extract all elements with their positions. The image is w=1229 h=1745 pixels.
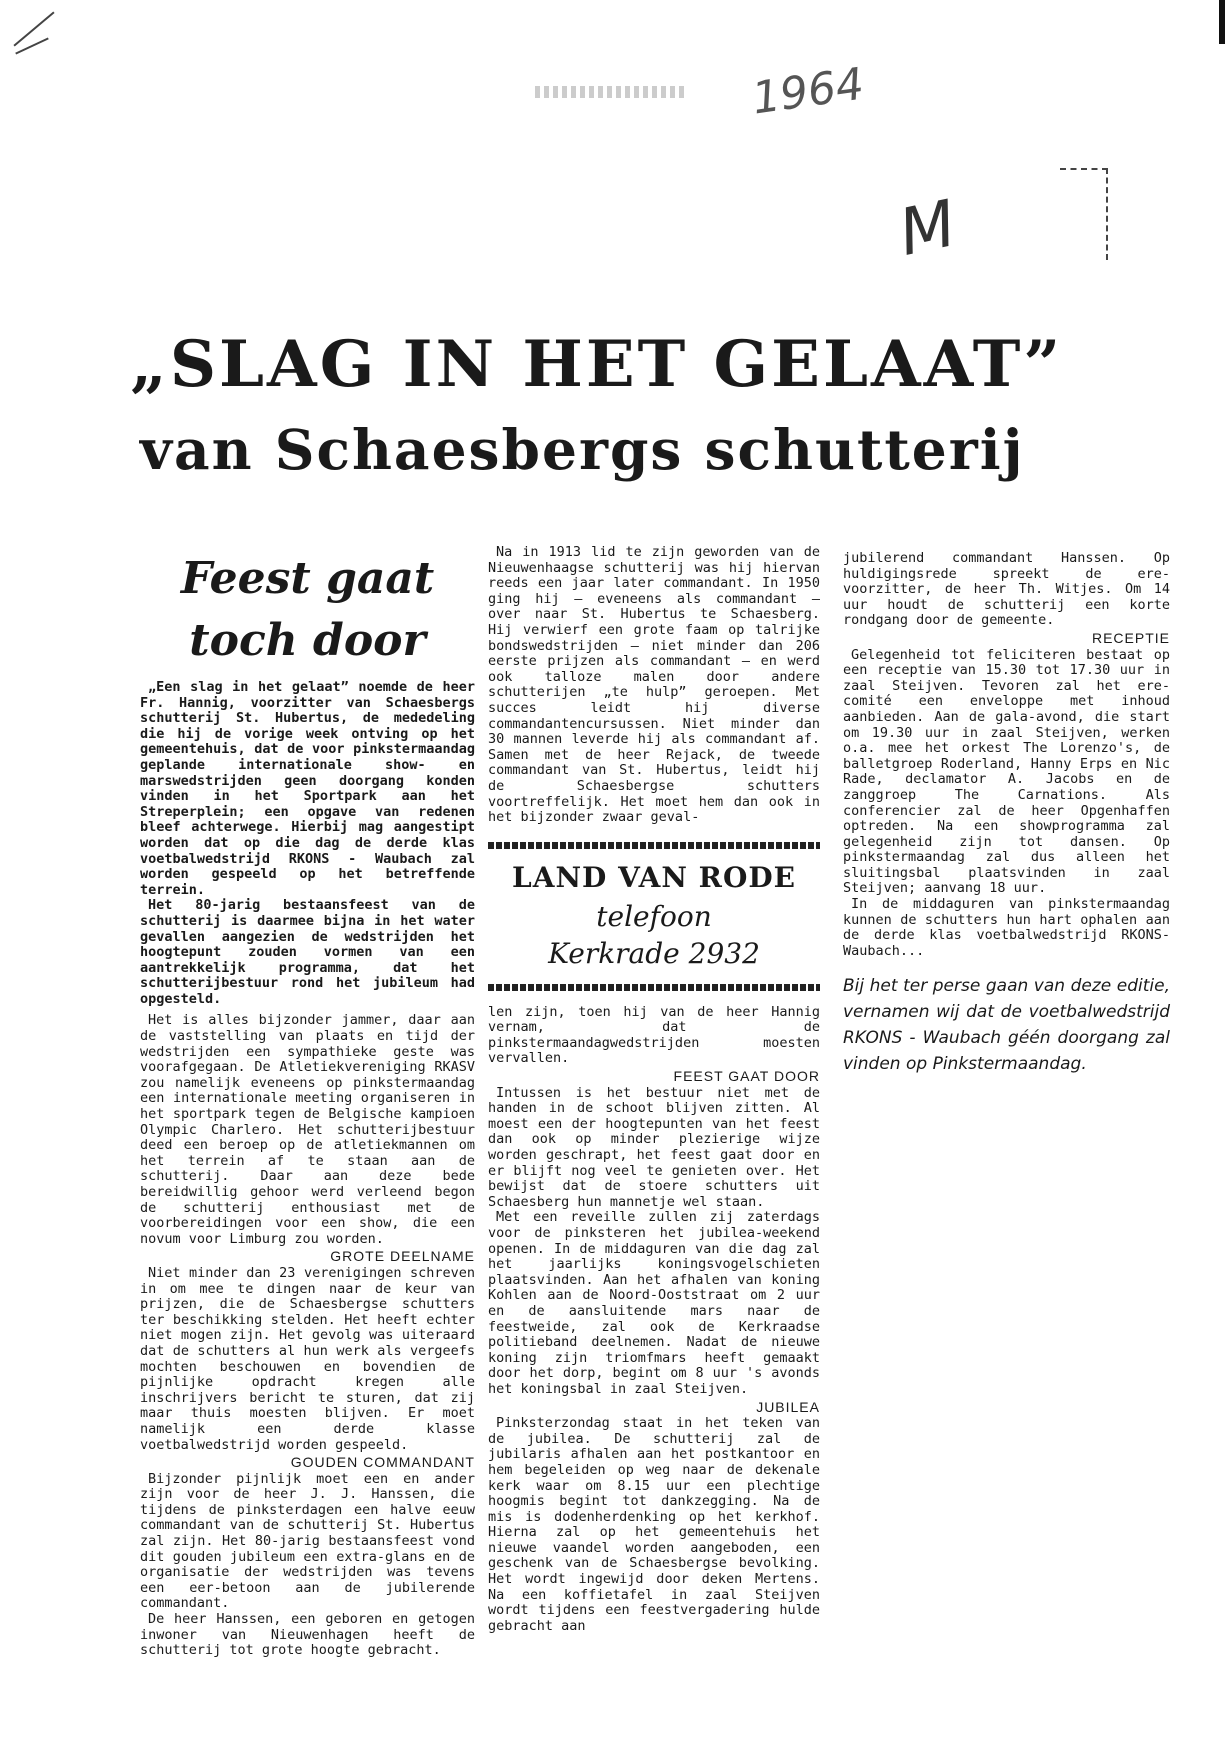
column-1 — [140, 548, 475, 1659]
paragraph: In de middaguren van pinkstermaandag kunnen de schutters hun hart ophalen aan de derde klas voetbalwedstrijd RKONS-Waubach... — [843, 896, 1170, 959]
archive-bracket — [1060, 168, 1108, 260]
intro-paragraph-1: „Een slag in het gelaat” noemde de heer Fr. Hannig, voorzitter van Schaesbergs schutterij St. Hubertus, de mededeling die hij de vorige week ontving op het gemeentehuis, dat de voor pinkstermaandag geplande internationale show- en marswedstrijden geen doorgang konden vinden in het Sportpark aan het Streperplein; een opgave van redenen bleef achterwege. Hierbij mag aangestipt worden dat op die dag de derde klas voetbalwedstrijd RKONS - Waubach zal worden gespeeld op het betreffende terrein. — [140, 679, 475, 898]
section-heading-feest-gaat-door: FEEST GAAT DOOR — [673, 1068, 820, 1085]
headline-line-2: van Schaesbergs schutterij — [140, 417, 1025, 482]
subheadline — [140, 548, 475, 674]
late-news-note: Bij het ter perse gaan van deze editie, vernamen wij dat de voetbalwedstrijd RKONS - Waubach géén doorgang zal vinden op Pinkstermaandag. — [843, 976, 1170, 1075]
column-2-text-top — [488, 545, 820, 826]
subheadline-line-2: toch door — [189, 615, 426, 666]
headline-line-1: „SLAG IN HET GELAAT” — [130, 327, 1064, 402]
column-3-text — [843, 551, 1170, 959]
advert-line-2: Kerkrade 2932 — [548, 936, 760, 970]
paragraph: len zijn, toen hij van de heer Hannig vernam, dat de pinkstermaandagwedstrijden moesten vervallen. — [488, 1003, 820, 1067]
paragraph: Intussen is het bestuur niet met de handen in de schoot blijven zitten. Al moest een der hoogtepunten van het feest dan ook op minder plezierige wijze worden geschrapt, het feest gaat door en er blijft nog veel te genieten over. Het bewijst dat de stoere schutters uit Schaesberg hun mannetje wel staan. — [488, 1084, 820, 1210]
intro-paragraph-2: Het 80-jarig bestaansfeest van de schutterij is daarmee bijna in het water gevallen aangezien de wedstrijden het hoogtepunt zouden vormen van een aantrekkelijk programma, dat het schutterijbestuur rond het jubileum had opgesteld. — [140, 897, 475, 1007]
handwritten-initials: M — [892, 187, 963, 271]
advert-title: LAND VAN RODE — [512, 860, 796, 894]
advert-box — [488, 842, 820, 991]
dotted-rule-bottom — [488, 984, 820, 991]
column-1-text — [140, 680, 475, 1659]
column-2-text-bottom — [488, 1005, 820, 1635]
faint-stamp — [535, 86, 685, 98]
paragraph: Bijzonder pijnlijk moet een en ander zijn voor de heer J. J. Hanssen, die tijdens de pinksterdagen een halve eeuw commandant van de schutterij St. Hubertus zal zijn. Het 80-jarig bestaansfeest vond dit gouden jubileum een extra-glans en de organisatie der wedstrijden was tevens een eer-betoon aan de jubilerende commandant. — [140, 1470, 475, 1612]
advert-line-1: telefoon — [596, 899, 712, 933]
section-heading-grote-deelname: GROTE DEELNAME — [330, 1248, 475, 1265]
paragraph: Met een reveille zullen zij zaterdags voor de pinksteren het jubilea-weekend openen. In de middaguren van die dag zal het jaarlijks koningsvogelschieten plaatsvinden. Aan het afhalen van koning Kohlen aan de Noord-Ooststraat om 2 uur en de aansluitende mars naar de feestweide, zal ook de Kerkraadse politieband deelnemen. Nadat de nieuwe koning zijn triomfmars heeft gemaakt door het dorp, begint om 8 uur 's avonds het koningsbal in zaal Steijven. — [488, 1209, 820, 1397]
subheadline-line-1: Feest gaat — [180, 553, 435, 604]
paragraph: Pinksterzondag staat in het teken van de jubilea. De schutterij zal de jubilaris afhalen aan het postkantoor en hem begeleiden op weg naar de dekenale kerk waar om 8.15 uur een plechtige hoogmis begint tot dankzegging. Na de mis is dodenherdenking op het kerkhof. Hierna zal op het gemeentehuis het nieuwe vaandel worden aangeboden, een geschenk van de Schaesbergse bevolking. Het wordt ingewijd door deken Mertens. Na een koffietafel in zaal Steijven wordt tijdens een feestvergadering hulde gebracht aan — [488, 1415, 820, 1634]
corner-mark — [13, 12, 54, 47]
paragraph: jubilerend commandant Hanssen. Op huldigingsrede spreekt de ere-voorzitter, de heer Th. Witjes. Om 14 uur houdt de schutterij een korte rondgang door de gemeente. — [843, 550, 1170, 629]
section-heading-gouden-commandant: GOUDEN COMMANDANT — [290, 1454, 475, 1471]
paragraph: Het is alles bijzonder jammer, daar aan de vaststelling van plaats en tijd der wedstrijden een sympathieke geste was voorafgegaan. De Atletiekvereniging RKASV zou namelijk eveneens op pinkstermaandag een internationale meeting organiseren in het sportpark tegen de Belgische kampioen Olympic Charlero. Het schutterijbestuur deed een beroep op de atletiekmannen om het terrein af te staan aan de schutterij. Daar aan deze bede bereidwillig gehoor werd verleend begon de schutterij enthousiast met de voorbereidingen voor een show, die een novum voor Limburg zou worden. — [140, 1012, 475, 1247]
column-3 — [843, 551, 1170, 1077]
paragraph: Na in 1913 lid te zijn geworden van de Nieuwenhaagse schutterij was hij hiervan reeds een jaar later commandant. In 1950 ging hij — eveneens als commandant — over naar St. Hubertus te Schaesberg. Hij verwierf een grote faam op talrijke bondswedstrijden — niet minder dan 206 eerste prijzen als commandant — en werd ook talloze malen door andere schutterijen „te hulp” geroepen. Met succes leidt hij diverse commandantencursussen. Niet minder dan 30 mannen leverde hij als commandant af. Samen met de heer Rejack, de tweede commandant van St. Hubertus, leidt hij de Schaesbergse schutters voortreffelijk. Het moet hem dan ook in het bijzonder zwaar geval- — [488, 544, 820, 826]
paragraph: Niet minder dan 23 verenigingen schreven in om mee te dingen naar de keur van prijzen, die de Schaesbergse schutters ter beschikking stelden. Het heeft echter niet mogen zijn. Het gevolg was uiteraard dat de schutters al hun werk als vergeefs mochten beschouwen en bovendien de pijnlijke opdracht kregen alle inschrijvers bericht te sturen, dat zij maar thuis moesten blijven. Er moet namelijk een derde klasse voetbalwedstrijd worden gespeeld. — [140, 1264, 475, 1453]
paragraph: De heer Hanssen, een geboren en getogen inwoner van Nieuwenhagen heeft de schutterij tot grote hoogte gebracht. — [140, 1611, 475, 1659]
dotted-rule-top — [488, 842, 820, 849]
section-heading-receptie: RECEPTIE — [1091, 629, 1170, 646]
handwritten-year: 1964 — [748, 58, 867, 125]
column-2 — [488, 545, 820, 1634]
paragraph: Gelegenheid tot feliciteren bestaat op een receptie van 15.30 tot 17.30 uur in zaal Steijven. Tevoren zal het ere-comité een enveloppe met inhoud aanbieden. Aan de gala-avond, die start om 19.30 uur in zaal Steijven, werken o.a. mee het orkest The Lorenzo's, de balletgroep Roderland, Hanny Erps en Nic Rade, declamator A. Jacobs en de zanggroep The Carnations. Als conferencier zal de heer Opgenhaffen optreden. Na een showprogramma zal gelegenheid zijn tot dansen. Op pinkstermaandag zal dus alleen het sluitingsbal plaatsvinden in zaal Steijven; aanvang 18 uur. — [843, 646, 1170, 897]
right-edge-mark — [1219, 0, 1225, 44]
section-heading-jubilea: JUBILEA — [756, 1398, 820, 1415]
